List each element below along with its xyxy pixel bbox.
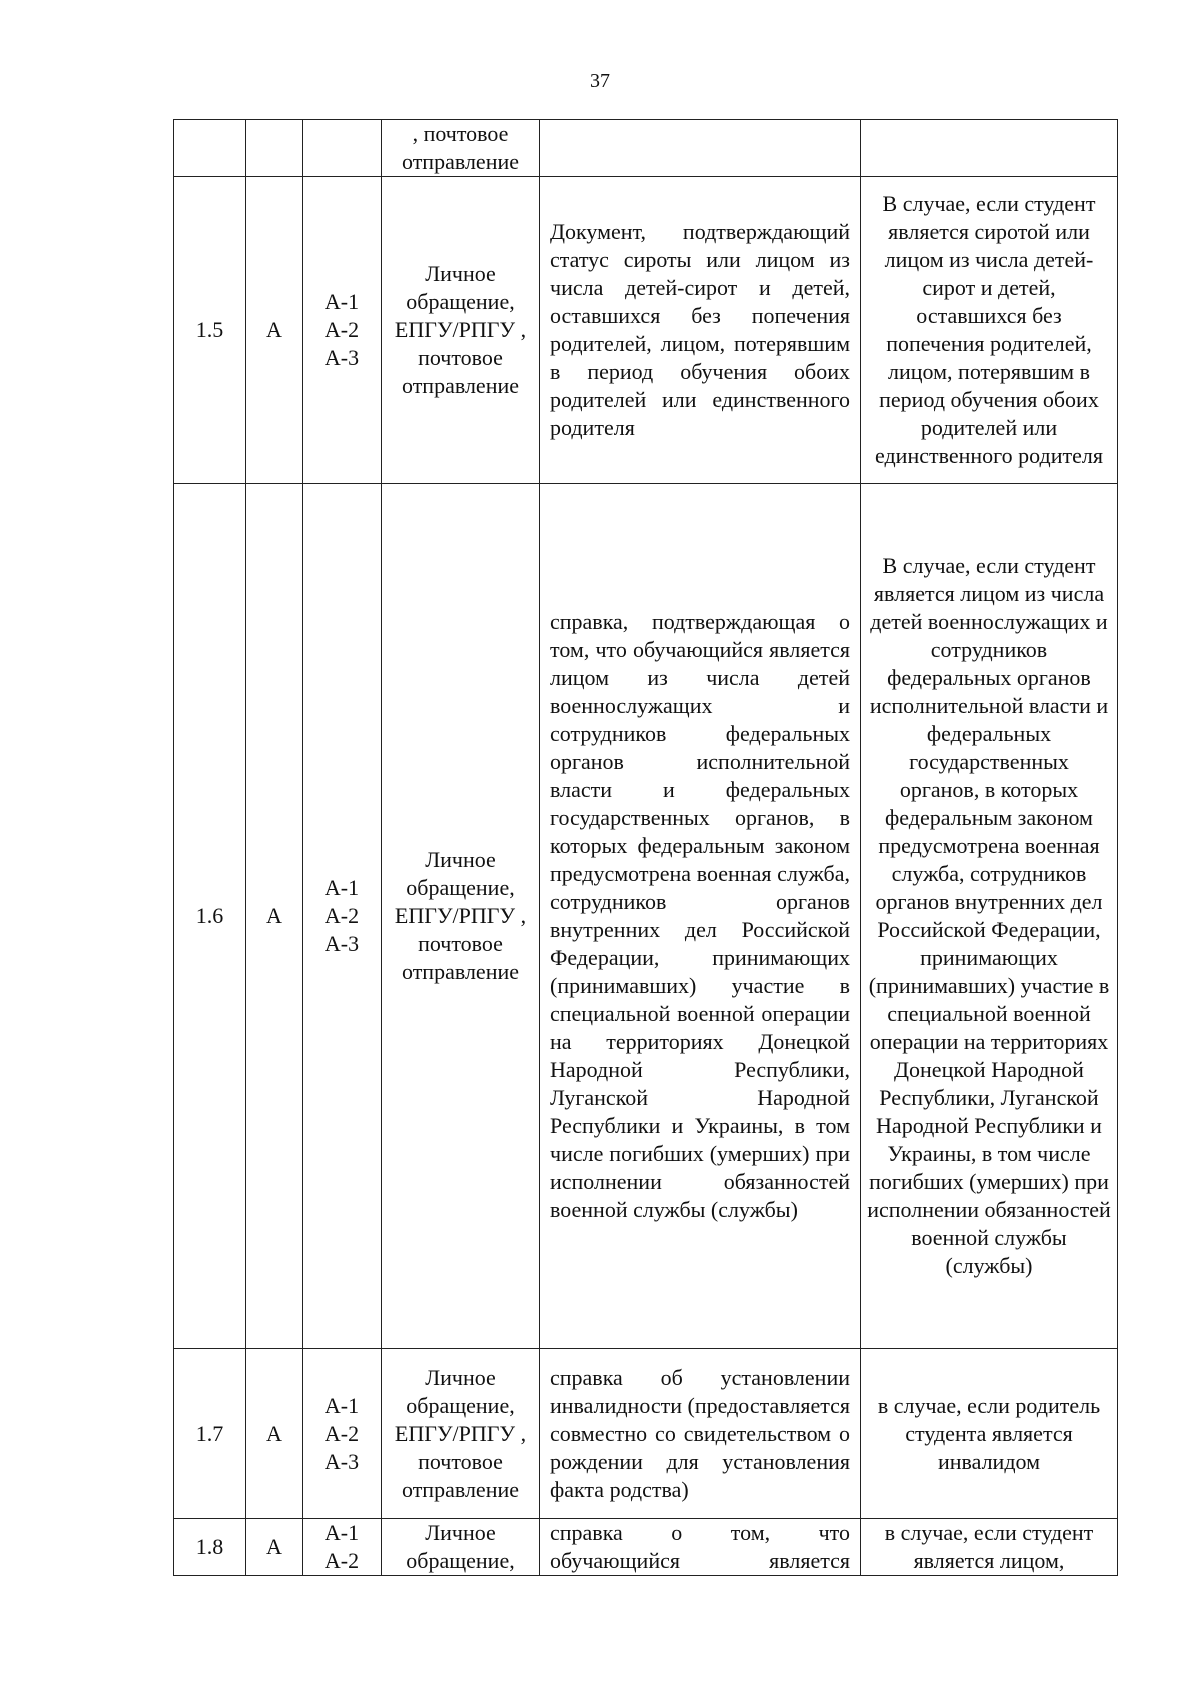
code-item: А-1 — [324, 1520, 360, 1545]
codes-cell — [303, 1349, 382, 1519]
note-cell: В случае, если студент является сиротой или лицом из числа детей-сирот и детей, оставшихся без попечения родителей, лицом, потерявшим в период обучения обоих родителей или единственного родителя — [861, 177, 1118, 484]
code-item: А-3 — [324, 345, 360, 370]
num-cell: 1.5 — [174, 177, 246, 484]
num-cell — [174, 120, 246, 177]
table-row — [174, 484, 1118, 1349]
cat-cell: А — [246, 1519, 303, 1576]
codes-cell — [303, 177, 382, 484]
num-cell: 1.8 — [174, 1519, 246, 1576]
codes-cell — [303, 484, 382, 1349]
method-cell: Личное обращение, ЕПГУ/РПГУ , почтовое отправление — [382, 484, 540, 1349]
method-cell: , почтовое отправление — [382, 120, 540, 177]
table-row — [174, 1519, 1118, 1576]
note-cell: в случае, если студент является лицом, — [861, 1519, 1118, 1576]
code-item: А-3 — [324, 1448, 360, 1474]
document-cell — [540, 120, 861, 177]
code-item: А-1 — [324, 1392, 360, 1418]
code-item: А-1 — [324, 289, 360, 314]
document-cell: справка, подтверждающая о том, что обучающийся является лицом из числа детей военнослужащих и сотрудников федеральных органов исполнительной власти и федеральных государственных органов, в которых федеральным законом предусмотрена военная служба, сотрудников органов внутренних дел Российской Федерации, принимающих (принимавших) участие в специальной военной операции на территориях Донецкой Народной Республики, Луганской Народной Республики и Украины, в том числе погибших (умерших) при исполнении обязанностей военной службы (службы) — [540, 484, 861, 1349]
cat-cell: А — [246, 1349, 303, 1519]
cat-cell — [246, 120, 303, 177]
method-cell: Личное обращение, ЕПГУ/РПГУ , почтовое отправление — [382, 1349, 540, 1519]
table-row — [174, 120, 1118, 177]
document-cell: Документ, подтверждающий статус сироты или лицом из числа детей-сирот и детей, оставшихся без попечения родителей, лицом, потерявшим в период обучения обоих родителей или единственного родителя — [540, 177, 861, 484]
code-item: А-1 — [324, 875, 360, 900]
num-cell: 1.7 — [174, 1349, 246, 1519]
codes-cell — [303, 120, 382, 177]
codes-cell — [303, 1519, 382, 1576]
code-item: А-3 — [324, 931, 360, 956]
code-item: А-2 — [324, 1548, 360, 1573]
note-cell: В случае, если студент является лицом из числа детей военнослужащих и сотрудников федеральных органов исполнительной власти и федеральных государственных органов, в которых федеральным законом предусмотрена военная служба, сотрудников органов внутренних дел Российской Федерации, принимающих (принимавших) участие в специальной военной операции на территориях Донецкой Народной Республики, Луганской Народной Республики и Украины, в том числе погибших (умерших) при исполнении обязанностей военной службы (службы) — [861, 484, 1118, 1349]
code-item: А-2 — [324, 1420, 360, 1446]
document-cell: справка о том, что обучающийся является — [540, 1519, 861, 1576]
table-row — [174, 177, 1118, 484]
num-cell: 1.6 — [174, 484, 246, 1349]
code-item: А-2 — [324, 317, 360, 342]
document-cell: справка об установлении инвалидности (предоставляется совместно со свидетельством о рождении для установления факта родства) — [540, 1349, 861, 1519]
method-cell: Личное обращение, ЕПГУ/РПГУ , почтовое отправление — [382, 177, 540, 484]
note-cell: в случае, если родитель студента является инвалидом — [861, 1349, 1118, 1519]
method-cell: Личное обращение, — [382, 1519, 540, 1576]
note-cell — [861, 120, 1118, 177]
page-number: 37 — [590, 70, 610, 92]
table-row — [174, 1349, 1118, 1519]
code-item: А-2 — [324, 903, 360, 928]
cat-cell: А — [246, 177, 303, 484]
cat-cell: А — [246, 484, 303, 1349]
documents-table — [173, 119, 1118, 1576]
